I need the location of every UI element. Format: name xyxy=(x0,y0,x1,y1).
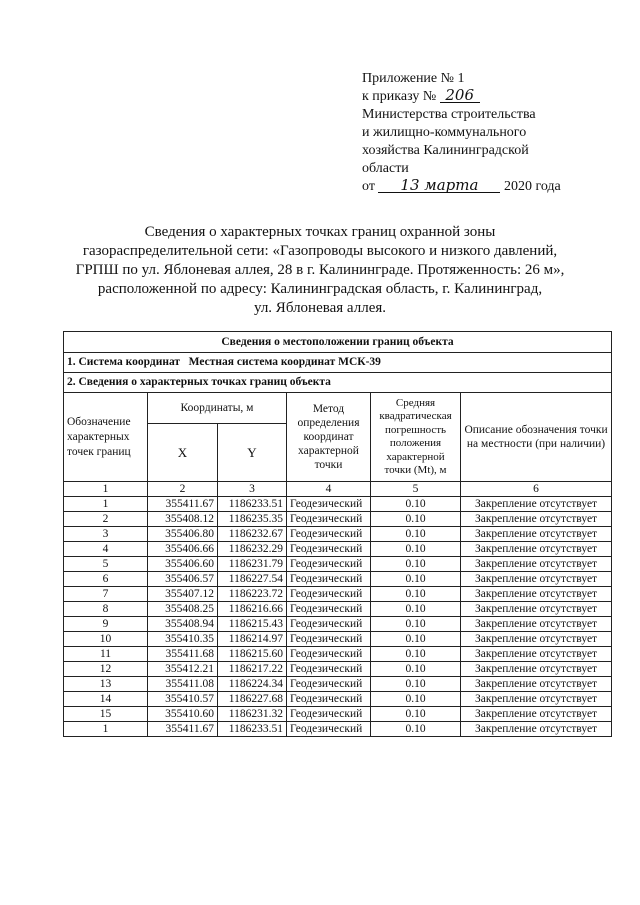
y-coordinate-cell: 1186233.51 xyxy=(218,497,287,512)
method-cell: Геодезический xyxy=(287,692,371,707)
error-cell: 0.10 xyxy=(371,662,461,677)
column-number-cell: 1 xyxy=(64,482,148,497)
header-x: X xyxy=(148,424,218,482)
table-band-title: Сведения о местоположении границ объекта xyxy=(64,332,612,353)
point-cell: 13 xyxy=(64,677,148,692)
y-coordinate-cell: 1186233.51 xyxy=(218,722,287,737)
title-line-5: ул. Яблоневая аллея. xyxy=(253,300,387,316)
error-cell: 0.10 xyxy=(371,677,461,692)
method-cell: Геодезический xyxy=(287,497,371,512)
y-coordinate-cell: 1186235.35 xyxy=(218,512,287,527)
date-suffix: 2020 года xyxy=(500,179,561,194)
coordinate-system-row: 1. Система координат Местная система координат МСК-39 xyxy=(64,353,612,373)
error-cell: 0.10 xyxy=(371,572,461,587)
table-row xyxy=(64,617,612,632)
table-row xyxy=(64,512,612,527)
points-section-row: 2. Сведения о характерных точках границ объекта xyxy=(64,373,612,393)
column-number-cell: 4 xyxy=(287,482,371,497)
table-row xyxy=(64,572,612,587)
error-cell: 0.10 xyxy=(371,587,461,602)
y-coordinate-cell: 1186227.54 xyxy=(218,572,287,587)
header-error: Средняя квадратическая погрешность положения характерной точки (Mt), м xyxy=(371,393,461,482)
x-coordinate-cell: 355408.12 xyxy=(148,512,218,527)
description-cell: Закрепление отсутствует xyxy=(461,587,612,602)
title-line-4: расположенной по адресу: Калининградская область, г. Калининград, xyxy=(97,281,543,297)
point-cell: 8 xyxy=(64,602,148,617)
description-cell: Закрепление отсутствует xyxy=(461,677,612,692)
method-cell: Геодезический xyxy=(287,572,371,587)
x-coordinate-cell: 355411.68 xyxy=(148,647,218,662)
appendix-block xyxy=(362,70,612,196)
table-row xyxy=(64,662,612,677)
boundary-points-table xyxy=(63,331,612,737)
x-coordinate-cell: 355406.66 xyxy=(148,542,218,557)
method-cell: Геодезический xyxy=(287,647,371,662)
order-line xyxy=(362,88,612,106)
method-cell: Геодезический xyxy=(287,617,371,632)
table-row xyxy=(64,707,612,722)
description-cell: Закрепление отсутствует xyxy=(461,572,612,587)
point-cell: 7 xyxy=(64,587,148,602)
method-cell: Геодезический xyxy=(287,602,371,617)
error-cell: 0.10 xyxy=(371,692,461,707)
x-coordinate-cell: 355411.67 xyxy=(148,722,218,737)
table-row xyxy=(64,602,612,617)
y-coordinate-cell: 1186216.66 xyxy=(218,602,287,617)
point-cell: 4 xyxy=(64,542,148,557)
point-cell: 5 xyxy=(64,557,148,572)
point-cell: 10 xyxy=(64,632,148,647)
column-number-cell: 6 xyxy=(461,482,612,497)
y-coordinate-cell: 1186215.43 xyxy=(218,617,287,632)
error-cell: 0.10 xyxy=(371,632,461,647)
order-number-handwritten: 206 xyxy=(440,88,480,103)
x-coordinate-cell: 355411.67 xyxy=(148,497,218,512)
method-cell: Геодезический xyxy=(287,527,371,542)
x-coordinate-cell: 355410.60 xyxy=(148,707,218,722)
y-coordinate-cell: 1186231.79 xyxy=(218,557,287,572)
x-coordinate-cell: 355408.94 xyxy=(148,617,218,632)
title-line-1: Сведения о характерных точках границ охранной зоны xyxy=(144,224,496,240)
description-cell: Закрепление отсутствует xyxy=(461,692,612,707)
error-cell: 0.10 xyxy=(371,557,461,572)
ministry-line-3: хозяйства Калининградской xyxy=(362,143,529,158)
y-coordinate-cell: 1186227.68 xyxy=(218,692,287,707)
description-cell: Закрепление отсутствует xyxy=(461,632,612,647)
point-cell: 9 xyxy=(64,617,148,632)
table-row xyxy=(64,497,612,512)
method-cell: Геодезический xyxy=(287,662,371,677)
table-row xyxy=(64,587,612,602)
header-description: Описание обозначения точки на местности (при наличии) xyxy=(461,393,612,482)
date-line xyxy=(362,178,612,196)
description-cell: Закрепление отсутствует xyxy=(461,557,612,572)
method-cell: Геодезический xyxy=(287,722,371,737)
table-row xyxy=(64,677,612,692)
description-cell: Закрепление отсутствует xyxy=(461,662,612,677)
point-cell: 1 xyxy=(64,722,148,737)
column-numbers-row xyxy=(64,482,612,497)
y-coordinate-cell: 1186232.29 xyxy=(218,542,287,557)
y-coordinate-cell: 1186223.72 xyxy=(218,587,287,602)
y-coordinate-cell: 1186217.22 xyxy=(218,662,287,677)
x-coordinate-cell: 355408.25 xyxy=(148,602,218,617)
description-cell: Закрепление отсутствует xyxy=(461,722,612,737)
document-title xyxy=(40,223,600,318)
method-cell: Геодезический xyxy=(287,542,371,557)
header-point: Обозначение характерных точек границ xyxy=(64,393,148,482)
point-cell: 11 xyxy=(64,647,148,662)
x-coordinate-cell: 355406.57 xyxy=(148,572,218,587)
table-row xyxy=(64,722,612,737)
description-cell: Закрепление отсутствует xyxy=(461,497,612,512)
description-cell: Закрепление отсутствует xyxy=(461,527,612,542)
point-cell: 6 xyxy=(64,572,148,587)
error-cell: 0.10 xyxy=(371,722,461,737)
table-row xyxy=(64,542,612,557)
x-coordinate-cell: 355407.12 xyxy=(148,587,218,602)
table-row xyxy=(64,557,612,572)
description-cell: Закрепление отсутствует xyxy=(461,542,612,557)
y-coordinate-cell: 1186231.32 xyxy=(218,707,287,722)
x-coordinate-cell: 355412.21 xyxy=(148,662,218,677)
description-cell: Закрепление отсутствует xyxy=(461,512,612,527)
point-cell: 12 xyxy=(64,662,148,677)
point-cell: 14 xyxy=(64,692,148,707)
method-cell: Геодезический xyxy=(287,557,371,572)
point-cell: 3 xyxy=(64,527,148,542)
x-coordinate-cell: 355410.35 xyxy=(148,632,218,647)
method-cell: Геодезический xyxy=(287,707,371,722)
error-cell: 0.10 xyxy=(371,512,461,527)
y-coordinate-cell: 1186224.34 xyxy=(218,677,287,692)
error-cell: 0.10 xyxy=(371,527,461,542)
date-handwritten: 13 марта xyxy=(378,178,500,193)
appendix-title: Приложение № 1 xyxy=(362,71,465,86)
y-coordinate-cell: 1186232.67 xyxy=(218,527,287,542)
column-number-cell: 2 xyxy=(148,482,218,497)
error-cell: 0.10 xyxy=(371,542,461,557)
order-prefix: к приказу № xyxy=(362,89,440,104)
table-row xyxy=(64,692,612,707)
x-coordinate-cell: 355406.60 xyxy=(148,557,218,572)
point-cell: 1 xyxy=(64,497,148,512)
error-cell: 0.10 xyxy=(371,647,461,662)
y-coordinate-cell: 1186215.60 xyxy=(218,647,287,662)
x-coordinate-cell: 355410.57 xyxy=(148,692,218,707)
table-row xyxy=(64,632,612,647)
point-cell: 15 xyxy=(64,707,148,722)
column-number-cell: 3 xyxy=(218,482,287,497)
header-method: Метод определения координат характерной точки xyxy=(287,393,371,482)
method-cell: Геодезический xyxy=(287,512,371,527)
ministry-line-2: и жилищно-коммунального xyxy=(362,125,527,140)
method-cell: Геодезический xyxy=(287,632,371,647)
ministry-line-1: Министерства строительства xyxy=(362,107,536,122)
description-cell: Закрепление отсутствует xyxy=(461,602,612,617)
x-coordinate-cell: 355411.08 xyxy=(148,677,218,692)
header-coordinates: Координаты, м xyxy=(148,393,287,424)
date-prefix: от xyxy=(362,179,379,194)
y-coordinate-cell: 1186214.97 xyxy=(218,632,287,647)
ministry-line-4: области xyxy=(362,161,409,176)
error-cell: 0.10 xyxy=(371,497,461,512)
title-line-2: газораспределительной сети: «Газопроводы высокого и низкого давлений, xyxy=(82,243,558,259)
point-cell: 2 xyxy=(64,512,148,527)
description-cell: Закрепление отсутствует xyxy=(461,707,612,722)
table-row xyxy=(64,647,612,662)
table-row xyxy=(64,527,612,542)
title-line-3: ГРПШ по ул. Яблоневая аллея, 28 в г. Калининграде. Протяженность: 26 м», xyxy=(75,262,565,278)
table-body xyxy=(64,332,612,737)
description-cell: Закрепление отсутствует xyxy=(461,647,612,662)
error-cell: 0.10 xyxy=(371,617,461,632)
error-cell: 0.10 xyxy=(371,602,461,617)
description-cell: Закрепление отсутствует xyxy=(461,617,612,632)
x-coordinate-cell: 355406.80 xyxy=(148,527,218,542)
header-y: Y xyxy=(218,424,287,482)
method-cell: Геодезический xyxy=(287,587,371,602)
method-cell: Геодезический xyxy=(287,677,371,692)
column-number-cell: 5 xyxy=(371,482,461,497)
error-cell: 0.10 xyxy=(371,707,461,722)
